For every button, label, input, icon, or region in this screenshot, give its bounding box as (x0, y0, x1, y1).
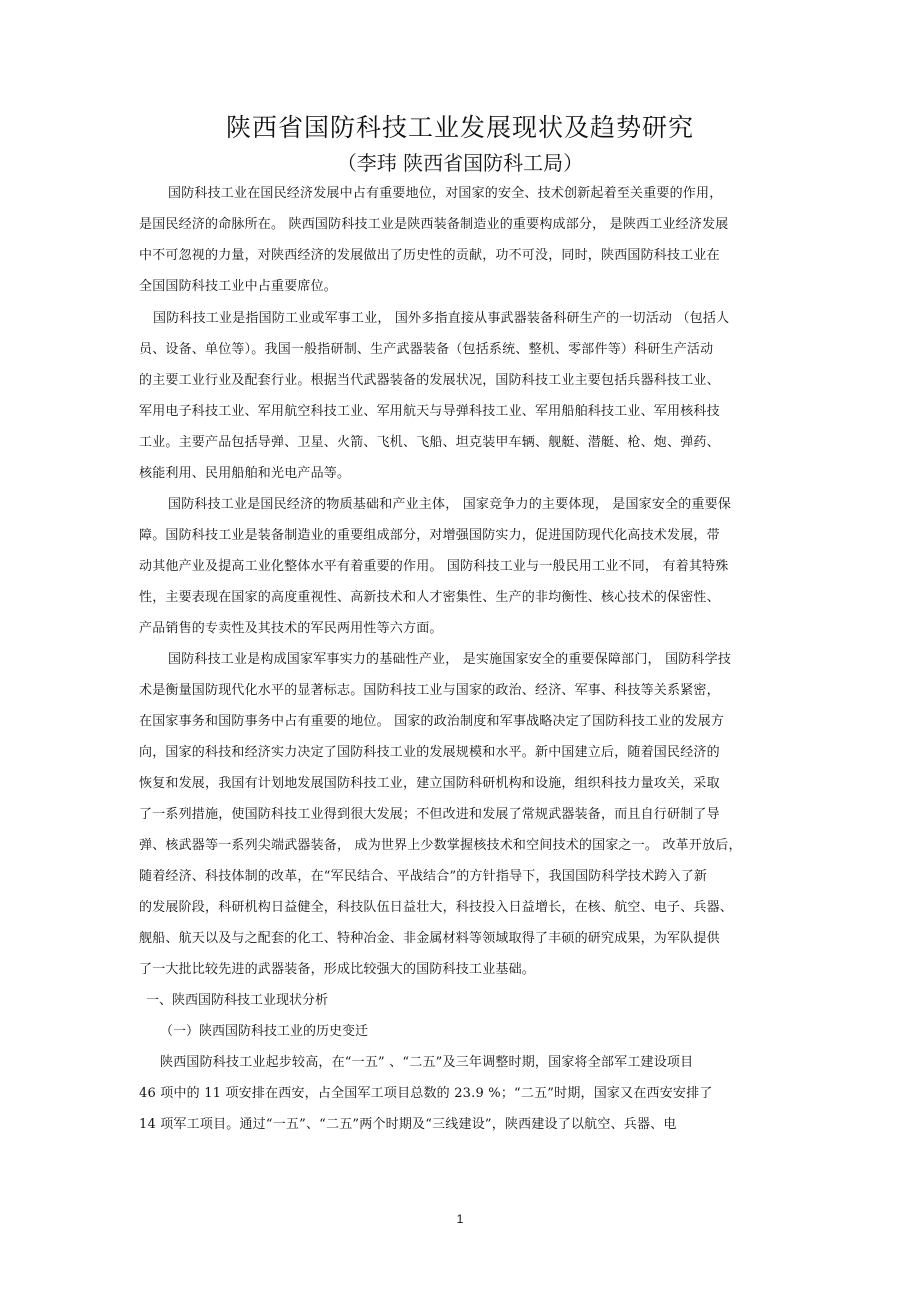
page-number: 1 (456, 1212, 464, 1226)
paragraph-2-line: 的主要工业行业及配套行业。根据当代武器装备的发展状况，国防科技工业主要包括兵器科技工业、 (139, 373, 720, 388)
paragraph-2-line: 员、设备、单位等）。我国一般指研制、生产武器装备（包括系统、整机、零部件等）科研生产活动 (139, 342, 714, 357)
paragraph-4-line: 了一大批比较先进的武器装备，形成比较强大的国防科技工业基础。 (139, 962, 536, 977)
paragraph-1-line: 中不可忽视的力量，对陕西经济的发展做出了历史性的贡献，功不可没，同时，陕西国防科技工业在 (139, 248, 720, 263)
paragraph-5-line: 陕西国防科技工业起步较高，在“一五” 、“二五”及三年调整时期，国家将全部军工建设项目 (160, 1055, 694, 1070)
paragraph-4-line: 弹、核武器等一系列尖端武器装备， 成为世界上少数掌握核技术和空间技术的国家之一。 改革开放后， (139, 838, 742, 853)
paragraph-4-line: 舰船、航天以及与之配套的化工、特种冶金、非金属材料等领域取得了丰硕的研究成果，为军队提供 (139, 931, 720, 946)
paragraph-3-line: 国防科技工业是国民经济的物质基础和产业主体， 国家竞争力的主要体现， 是国家安全的重要保 (168, 497, 732, 512)
paragraph-1-line: 国防科技工业在国民经济发展中占有重要地位，对国家的安全、技术创新起着至关重要的作用， (168, 186, 723, 201)
section-heading: 一、陕西国防科技工业现状分析 (146, 993, 329, 1008)
paragraph-2-line: 核能利用、民用船舶和光电产品等。 (139, 466, 351, 481)
paragraph-4-line: 恢复和发展，我国有计划地发展国防科技工业，建立国防科研机构和设施，组织科技力量攻关，采取 (139, 776, 720, 791)
paragraph-4-line: 国防科技工业是构成国家军事实力的基础性产业， 是实施国家安全的重要保障部门， 国防科学技 (168, 652, 732, 667)
paragraph-4-line: 在国家事务和国防事务中占有重要的地位。 国家的政治制度和军事战略决定了国防科技工业的发展方 (139, 714, 725, 729)
paragraph-3-line: 动其他产业及提高工业化整体水平有着重要的作用。 国防科技工业与一般民用工业不同， 有着其特殊 (139, 559, 729, 574)
paragraph-2-line: 工业。主要产品包括导弹、卫星、火箭、飞机、飞船、坦克装甲车辆、舰艇、潜艇、枪、炮、弹药、 (139, 435, 720, 450)
document-title: 陕西省国防科技工业发展现状及趋势研究 (225, 113, 694, 142)
paragraph-2-line: 国防科技工业是指国防工业或军事工业， 国外多指直接从事武器装备科研生产的一切活动 （包括人 (153, 311, 730, 326)
subsection-heading: （一）陕西国防科技工业的历史变迁 (160, 1024, 369, 1039)
paragraph-4-line: 向，国家的科技和经济实力决定了国防科技工业的发展规模和水平。新中国建立后，随着国民经济的 (139, 745, 720, 760)
paragraph-5-line: 14 项军工项目。通过“一五”、“二五”两个时期及“三线建设”，陕西建设了以航空、兵器、电 (139, 1117, 677, 1132)
paragraph-4-line: 随着经济、科技体制的改革，在“军民结合、平战结合”的方针指导下，我国国防科学技术跨入了新 (139, 869, 708, 884)
paragraph-4-line: 术是衡量国防现代化水平的显著标志。国防科技工业与国家的政治、经济、军事、科技等关系紧密， (139, 683, 720, 698)
paragraph-3-line: 产品销售的专卖性及其技术的军民两用性等六方面。 (139, 621, 443, 636)
paragraph-2-line: 军用电子科技工业、军用航空科技工业、军用航天与导弹科技工业、军用船舶科技工业、军用核科技 (139, 404, 720, 419)
paragraph-4-line: 的发展阶段，科研机构日益健全，科技队伍日益壮大，科技投入日益增长，在核、航空、电子、兵器、 (139, 900, 734, 915)
document-subtitle: （李玮 陕西省国防科工局） (336, 151, 584, 175)
paragraph-1-line: 是国民经济的命脉所在。 陕西国防科技工业是陕西装备制造业的重要构成部分， 是陕西工业经济发展 (139, 217, 729, 232)
paragraph-3-line: 性，主要表现在国家的高度重视性、高新技术和人才密集性、生产的非均衡性、核心技术的保密性、 (139, 590, 720, 605)
paragraph-3-line: 障。国防科技工业是装备制造业的重要组成部分，对增强国防实力，促进国防现代化高技术发展，带 (139, 528, 720, 543)
paragraph-4-line: 了一系列措施，使国防科技工业得到很大发展；不但改进和发展了常规武器装备，而且自行研制了导 (139, 807, 720, 822)
paragraph-5-line: 46 项中的 11 项安排在西安，占全国军工项目总数的 23.9 %；“二五”时期，国家又在西安安排了 (139, 1086, 713, 1101)
paragraph-1-line: 全国国防科技工业中占重要席位。 (139, 279, 338, 294)
